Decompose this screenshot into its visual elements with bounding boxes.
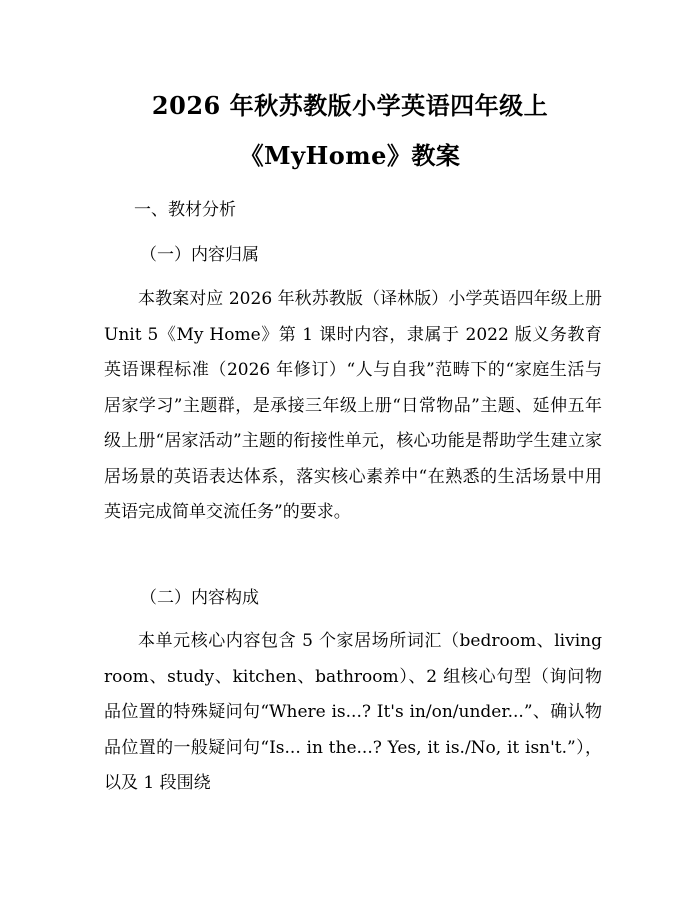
document-title-line-1: 2026 年秋苏教版小学英语四年级上	[151, 91, 549, 120]
paragraph-content-composition: 本单元核心内容包含 5 个家居场所词汇（bedroom、living room、study、kitchen、bathroom）、2 组核心句型（询问物品位置的特殊疑问句“Where is...? It's in/on/under...”、确认物品位置的一般疑问句“Is... in the...? Yes, it is./No, it isn't.”），以及 1 段围绕	[104, 631, 602, 793]
section-heading-textbook-analysis: 一、教材分析	[134, 200, 236, 220]
subsection-heading-content-attribution: （一）内容归属	[140, 245, 259, 265]
subsection-heading-content-composition: （二）内容构成	[140, 588, 259, 608]
document-title-line-2: 《MyHome》教案	[239, 141, 461, 170]
paragraph-content-attribution: 本教案对应 2026 年秋苏教版（译林版）小学英语四年级上册 Unit 5《My Home》第 1 课时内容，隶属于 2022 版义务教育英语课程标准（2026 年修订）“人与自我”范畴下的“家庭生活与居家学习”主题群，是承接三年级上册“日常物品”主题、延伸五年级上册“居家活动”主题的衔接性单元，核心功能是帮助学生建立家居场景的英语表达体系，落实核心素养中“在熟悉的生活场景中用英语完成简单交流任务”的要求。	[104, 289, 602, 522]
